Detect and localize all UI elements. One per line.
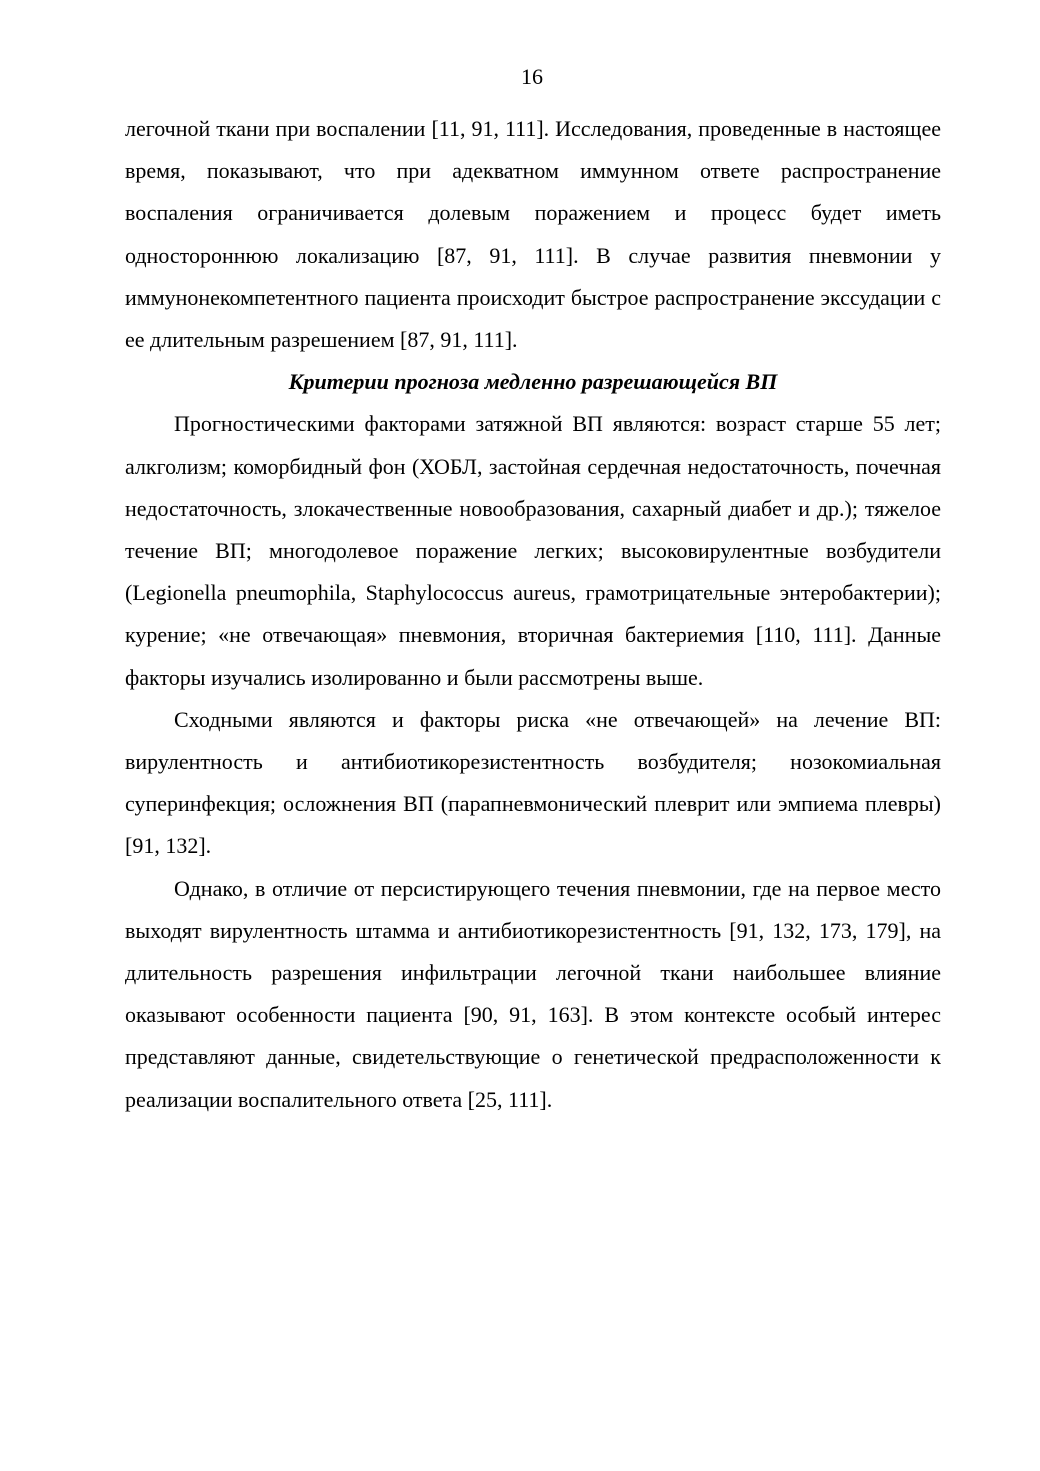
page-number: 16 <box>521 64 543 89</box>
paragraph-3: Сходными являются и факторы риска «не отвечающей» на лечение ВП: вирулентность и антибиотикорезистентность возбудителя; нозокомиальная суперинфекция; осложнения ВП (парапневмонический плеврит или эмпиема плевры) [91, 132]. <box>125 706 941 859</box>
paragraph-1: легочной ткани при воспалении [11, 91, 111]. Исследования, проведенные в настоящее время, показывают, что при адекватном иммунном ответе распространение воспаления ограничивается долевым поражением и процесс будет иметь одностороннюю локализацию [87, 91, 111]. В случае развития пневмонии у иммунонекомпетентного пациента происходит быстрое распространение экссудации с ее длительным разрешением [87, 91, 111]. <box>125 116 941 353</box>
body-text <box>125 108 941 1121</box>
paragraph-2: Прогностическими факторами затяжной ВП являются: возраст старше 55 лет; алкголизм; коморбидный фон (ХОБЛ, застойная сердечная недостаточность, почечная недостаточность, злокачественные новообразования, сахарный диабет и др.); тяжелое течение ВП; многодолевое поражение легких; высоковирулентные возбудители (Legionella pneumophila, Staphylococcus aureus, грамотрицательные энтеробактерии); курение; «не отвечающая» пневмония, вторичная бактериемия [110, 111]. Данные факторы изучались изолированно и были рассмотрены выше. <box>125 411 941 690</box>
section-heading: Критерии прогноза медленно разрешающейся ВП <box>288 369 778 395</box>
paragraph-4: Однако, в отличие от персистирующего течения пневмонии, где на первое место выходят вирулентность штамма и антибиотикорезистентность [91, 132, 173, 179], на длительность разрешения инфильтрации легочной ткани наибольшее влияние оказывают особенности пациента [90, 91, 163]. В этом контексте особый интерес представляют данные, свидетельствующие о генетической предрасположенности к реализации воспалительного ответа [25, 111]. <box>125 875 941 1112</box>
